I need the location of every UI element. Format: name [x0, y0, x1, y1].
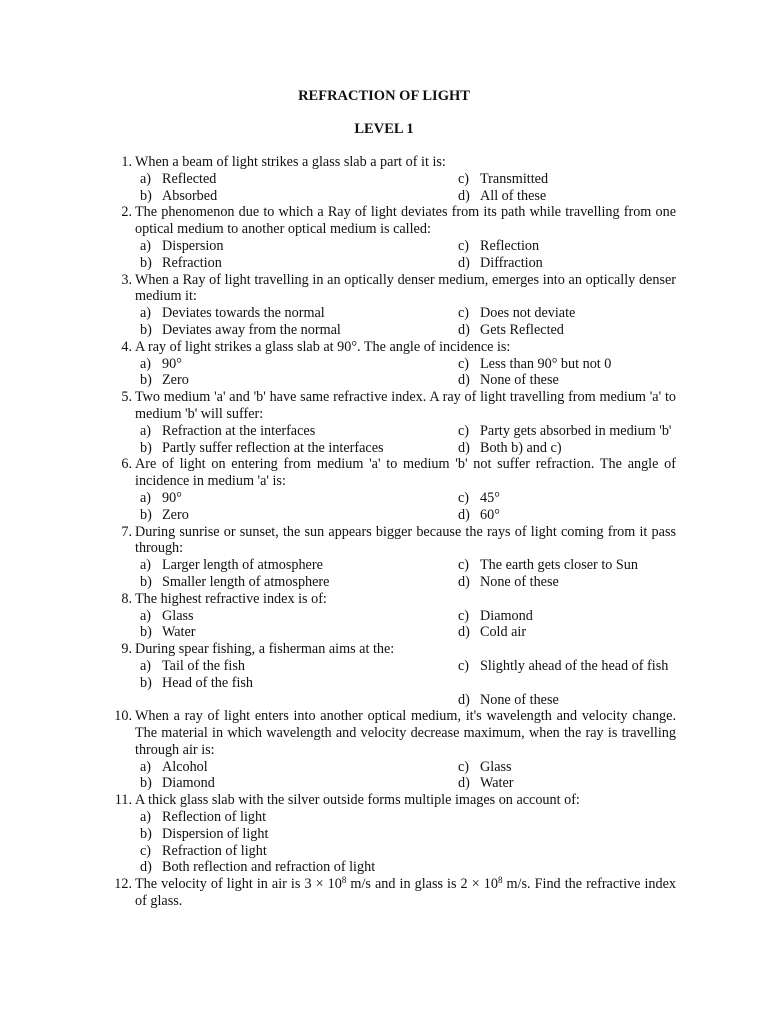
option-c — [453, 557, 675, 574]
options — [135, 759, 676, 793]
option-label: d) — [458, 624, 470, 641]
question-text-part: m/s and in glass is 2 × 10 — [346, 876, 498, 893]
question-6 — [110, 456, 676, 523]
question-text: Are of light on entering from medium 'a' to medium 'b' not suffer refraction. The angle of incidence in medium 'a' is: — [135, 456, 676, 490]
option-text: 45° — [480, 489, 500, 506]
option-label: c) — [458, 237, 470, 254]
question-1 — [110, 154, 676, 204]
level-heading: LEVEL 1 — [354, 121, 414, 137]
option-d — [453, 507, 675, 524]
option-label: c) — [458, 607, 470, 624]
question-number: 1. — [121, 154, 132, 170]
option-b — [135, 322, 453, 339]
option-label: a) — [140, 170, 152, 187]
question-number: 7. — [121, 523, 132, 540]
question-4 — [110, 339, 676, 389]
option-b — [135, 255, 453, 272]
question-number: 12. — [114, 876, 132, 893]
option-label: a) — [140, 489, 152, 506]
option-text: Dispersion — [162, 237, 224, 254]
option-text: None of these — [480, 573, 559, 590]
option-text: Larger length of atmosphere — [162, 557, 323, 574]
question-number: 8. — [121, 590, 132, 607]
option-label: d) — [458, 321, 470, 338]
question-number: 2. — [121, 204, 132, 221]
option-label: d) — [458, 187, 470, 204]
question-11 — [110, 792, 676, 876]
option-label: c) — [458, 657, 470, 674]
options — [135, 557, 676, 591]
option-text: Both reflection and refraction of light — [162, 859, 376, 876]
option-text: 90° — [162, 355, 182, 372]
option-text: Cold air — [480, 624, 527, 641]
options — [135, 658, 676, 708]
question-text: When a ray of light enters into another optical medium, it's wavelength and velocity change. The material in which wavelength and velocity decrease maximum, when the ray is travelling through air is: — [135, 708, 676, 758]
option-a — [135, 759, 453, 776]
option-b — [135, 775, 453, 792]
option-text: Party gets absorbed in medium 'b' — [480, 422, 672, 439]
question-text: When a beam of light strikes a glass slab a part of it is: — [135, 154, 446, 170]
question-text-part: The velocity of light in air is 3 × 10 — [135, 876, 342, 893]
option-label: c) — [458, 557, 470, 574]
option-c-spacer — [453, 675, 675, 692]
question-text: During sunrise or sunset, the sun appears bigger because the rays of light coming from it pass through: — [135, 523, 676, 557]
option-label: c) — [458, 355, 470, 372]
option-text: Alcohol — [162, 758, 208, 775]
option-label: c) — [458, 422, 470, 439]
options — [135, 490, 676, 524]
options — [135, 356, 676, 390]
option-b — [135, 372, 453, 389]
option-text: 90° — [162, 489, 182, 506]
option-text: Zero — [162, 506, 189, 523]
option-d — [453, 775, 675, 792]
option-label: d) — [458, 439, 470, 456]
option-a — [135, 608, 453, 625]
option-label: d) — [458, 372, 470, 389]
options — [135, 423, 676, 457]
option-label: d) — [458, 506, 470, 523]
option-b — [135, 624, 453, 641]
option-text: None of these — [480, 372, 559, 389]
question-text: The highest refractive index is of: — [135, 590, 327, 607]
option-label: a) — [140, 557, 152, 574]
question-number: 11. — [114, 792, 132, 809]
option-text: Transmitted — [480, 170, 549, 187]
question-8 — [110, 591, 676, 641]
option-label: a) — [140, 237, 152, 254]
option-label: c) — [458, 758, 470, 775]
question-text: The phenomenon due to which a Ray of light deviates from its path while travelling from one optical medium to another optical medium is called: — [135, 204, 676, 238]
option-text: 60° — [480, 506, 500, 523]
page-title: REFRACTION OF LIGHT — [298, 88, 470, 104]
option-d — [135, 859, 675, 876]
question-text — [135, 876, 676, 910]
empty-cell — [135, 692, 453, 709]
option-a — [135, 809, 675, 826]
option-label: a) — [140, 657, 152, 674]
option-text: Deviates away from the normal — [162, 321, 341, 338]
option-label: c) — [140, 842, 152, 859]
option-c — [453, 305, 675, 322]
question-text: A thick glass slab with the silver outside forms multiple images on account of: — [135, 792, 580, 809]
option-c — [453, 490, 675, 507]
option-d — [453, 322, 675, 339]
option-label: c) — [458, 170, 470, 187]
option-b — [135, 826, 675, 843]
option-text: Does not deviate — [480, 305, 576, 322]
option-label: b) — [140, 573, 152, 590]
option-text: Smaller length of atmosphere — [162, 573, 330, 590]
option-a — [135, 171, 453, 188]
option-a — [135, 423, 453, 440]
option-d — [453, 574, 675, 591]
option-text: Refraction at the interfaces — [162, 422, 316, 439]
option-c — [453, 658, 675, 675]
question-number: 10. — [114, 708, 132, 725]
option-a — [135, 490, 453, 507]
option-label: b) — [140, 321, 152, 338]
option-text: Tail of the fish — [162, 657, 245, 674]
option-d — [453, 624, 675, 641]
option-text: Head of the fish — [162, 674, 254, 691]
question-number: 3. — [121, 271, 132, 288]
question-text: Two medium 'a' and 'b' have same refractive index. A ray of light travelling from medium 'a' to medium 'b' will suffer: — [135, 389, 676, 422]
question-7 — [110, 524, 676, 591]
option-text: Gets Reflected — [480, 321, 564, 338]
option-c — [453, 238, 675, 255]
option-text: Zero — [162, 372, 189, 389]
question-2 — [110, 204, 676, 271]
option-label: c) — [458, 305, 470, 322]
option-d — [453, 692, 675, 709]
option-text: Glass — [480, 758, 512, 775]
options — [135, 171, 676, 205]
option-label: a) — [140, 305, 152, 322]
option-label: b) — [140, 372, 152, 389]
option-text: Partly suffer reflection at the interfaces — [162, 439, 384, 456]
question-text: A ray of light strikes a glass slab at 90°. The angle of incidence is: — [135, 338, 511, 355]
option-label: a) — [140, 758, 152, 775]
option-label: b) — [140, 775, 152, 792]
question-text-part: m/s. Find the refractive index of glass. — [135, 876, 676, 910]
option-text: All of these — [480, 187, 547, 204]
option-text: The earth gets closer to Sun — [480, 557, 638, 574]
option-a — [135, 557, 453, 574]
option-label: a) — [140, 422, 152, 439]
option-label: b) — [140, 506, 152, 523]
question-number: 6. — [121, 456, 132, 473]
question-3 — [110, 272, 676, 339]
option-text: Reflected — [162, 170, 217, 187]
question-number: 5. — [121, 389, 132, 406]
option-d — [453, 372, 675, 389]
question-text: During spear fishing, a fisherman aims at the: — [135, 641, 395, 658]
option-text: Deviates towards the normal — [162, 305, 325, 322]
option-text: Slightly ahead of the head of fish — [480, 657, 669, 674]
option-text: Reflection of light — [162, 809, 267, 826]
option-a — [135, 238, 453, 255]
option-text: Water — [162, 624, 196, 641]
question-list — [110, 154, 676, 910]
option-label: c) — [458, 489, 470, 506]
option-b — [135, 440, 453, 457]
question-number: 9. — [121, 641, 132, 658]
exponent: 8 — [497, 875, 503, 886]
options — [135, 608, 676, 642]
option-label: d) — [458, 775, 470, 792]
option-text: Glass — [162, 607, 194, 624]
option-label: d) — [140, 859, 152, 876]
option-b — [135, 188, 453, 205]
question-12 — [110, 876, 676, 910]
option-c — [453, 423, 675, 440]
option-text: Water — [480, 775, 514, 792]
option-c — [453, 608, 675, 625]
options — [135, 238, 676, 272]
option-label: d) — [458, 573, 470, 590]
option-label: a) — [140, 607, 152, 624]
question-number: 4. — [121, 338, 132, 355]
option-text: Absorbed — [162, 187, 218, 204]
option-label: b) — [140, 187, 152, 204]
option-d — [453, 188, 675, 205]
exponent: 8 — [341, 875, 347, 886]
question-10 — [110, 708, 676, 792]
option-label: b) — [140, 439, 152, 456]
option-a — [135, 356, 453, 373]
option-label: d) — [458, 691, 470, 708]
option-c — [453, 356, 675, 373]
option-b — [135, 574, 453, 591]
option-b — [135, 507, 453, 524]
option-text: Diffraction — [480, 254, 543, 271]
option-text: Reflection — [480, 237, 540, 254]
option-c — [135, 843, 675, 860]
option-label: b) — [140, 624, 152, 641]
option-text: Dispersion of light — [162, 825, 269, 842]
option-a — [135, 305, 453, 322]
option-text: Diamond — [162, 775, 215, 792]
option-label: d) — [458, 254, 470, 271]
option-c — [453, 171, 675, 188]
options — [135, 809, 676, 876]
option-text: Refraction of light — [162, 842, 267, 859]
option-text: Less than 90° but not 0 — [480, 355, 612, 372]
option-label: b) — [140, 254, 152, 271]
option-label: a) — [140, 809, 152, 826]
option-text: Refraction — [162, 254, 222, 271]
question-9 — [110, 641, 676, 708]
question-5 — [110, 389, 676, 456]
option-label: b) — [140, 674, 152, 691]
option-a — [135, 658, 453, 675]
option-c — [453, 759, 675, 776]
option-label: a) — [140, 355, 152, 372]
option-text: Diamond — [480, 607, 533, 624]
options — [135, 305, 676, 339]
option-d — [453, 440, 675, 457]
option-text: Both b) and c) — [480, 439, 562, 456]
option-b — [135, 675, 453, 692]
option-text: None of these — [480, 691, 559, 708]
option-label: b) — [140, 825, 152, 842]
question-text: When a Ray of light travelling in an optically denser medium, emerges into an optically denser medium it: — [135, 271, 676, 305]
option-d — [453, 255, 675, 272]
